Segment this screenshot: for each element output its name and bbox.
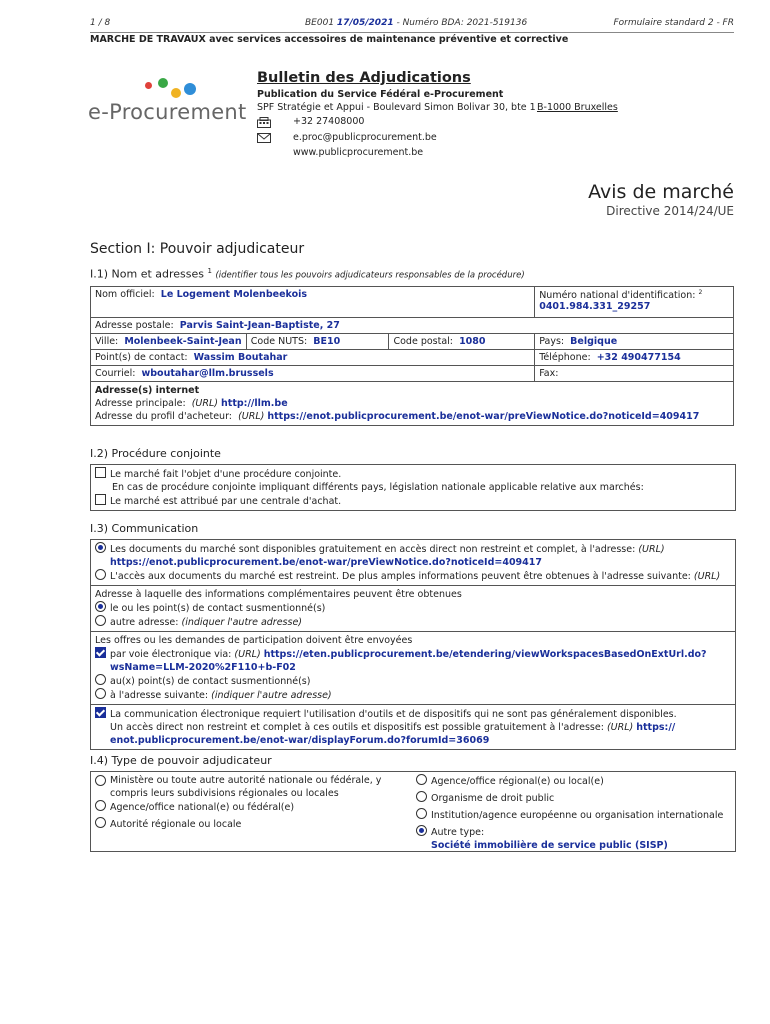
joint-procedure-box [90,464,736,511]
url-tag: (URL) [638,544,665,555]
postcode-value: 1080 [459,336,486,347]
publisher-address [257,102,618,113]
central-purchasing-row [95,494,731,508]
type-ministry-row [95,774,385,800]
logo-dot-green [158,78,168,88]
publisher-web[interactable]: www.publicprocurement.be [293,147,424,158]
type-public-law-row [416,791,726,805]
offers-electronic-checkbox[interactable] [95,647,106,658]
bulletin-title: Bulletin des Adjudications [257,70,471,86]
subsection-i2-heading: I.2) Procédure conjointe [90,447,221,460]
type-regional-agency-label: Agence/office régional(e) ou local(e) [431,776,604,787]
type-other-value: Société immobilière de service public (SISP) [431,840,668,851]
phone-fax-icon [257,117,271,127]
logo-dots [88,78,247,100]
national-id-value: 0401.984.331_29257 [539,301,651,313]
info-contact-label: le ou les point(s) de contact susmentionné(s) [110,603,326,614]
official-name-label: Nom officiel: [95,289,155,300]
type-other-radio[interactable] [416,825,427,836]
publisher-email [257,132,437,143]
publication-date: 17/05/2021 [336,18,394,28]
url-tag: (URL) [191,398,218,409]
logo-dot-yellow [171,88,181,98]
central-purchasing-label: Le marché est attribué par une centrale d'achat. [110,496,342,507]
national-id-cell [535,287,734,318]
offers-electronic-row [95,647,731,661]
url-tag: (URL) [606,722,634,733]
address-city: B-1000 Bruxelles [537,102,618,113]
internet-label: Adresse(s) internet [95,385,200,396]
info-other-note: (indiquer l'autre adresse) [181,617,302,628]
phone-value: +32 490477154 [596,352,681,363]
i1-note: (identifier tous les pouvoirs adjudicateurs responsables de la procédure) [215,270,525,281]
docs-url-row [95,556,731,569]
buyer-profile-link[interactable]: https://enot.publicprocurement.be/enot-war/preViewNotice.do?noticeId=409417 [267,411,700,422]
info-other-label: autre adresse: [110,617,179,628]
tools-access-label: Un accès direct non restreint et complet à ces outils et dispositifs est possible gratuitement à l'adresse: [110,722,604,733]
main-address-row [95,397,729,410]
authority-type-right [416,774,726,852]
publisher-subtitle: Publication du Service Fédéral e-Procurement [257,89,504,100]
eprocurement-logo [88,78,247,124]
tools-url-cont [95,734,731,747]
market-title: MARCHE DE TRAVAUX avec services accessoires de maintenance préventive et corrective [90,32,734,45]
email-label: Courriel: [95,368,136,379]
envelope-icon [257,133,271,143]
publisher-phone [257,116,364,127]
bda-number: - Numéro BDA: 2021-519136 [396,18,528,28]
type-regional-agency-row [416,774,726,788]
type-other-label: Autre type: [431,827,485,838]
official-name-value: Le Logement Molenbeekois [160,289,308,300]
subsection-i4-heading: I.4) Type de pouvoir adjudicateur [90,754,272,767]
i1-title: I.1) Nom et adresses [90,267,205,281]
page-header [90,18,734,30]
type-ministry-label: Ministère ou toute autre autorité nationale ou fédérale, y compris leurs subdivisions régionales ou locales [110,775,382,799]
contact-label: Point(s) de contact: [95,352,188,363]
docs-restricted-row [95,569,731,583]
docs-restricted-label: L'accès aux documents du marché est restreint. De plus amples informations peuvent être obtenues à l'adresse suivante: [110,571,691,582]
type-regional-agency-radio[interactable] [416,774,427,785]
docs-free-row [95,542,731,556]
type-national-agency-row [95,800,385,814]
type-european-label: Institution/agence européenne ou organisation internationale [431,810,724,821]
fax-label: Fax: [539,368,559,379]
info-opt1-row [95,601,731,615]
postal-address-value: Parvis Saint-Jean-Baptiste, 27 [179,320,340,331]
divider [91,631,735,632]
type-european-radio[interactable] [416,808,427,819]
type-national-agency-label: Agence/office national(e) ou fédéral(e) [110,802,295,813]
nuts-cell [246,334,389,350]
logo-word: e-Procurement [88,100,247,124]
country-value: Belgique [570,336,618,347]
url-tag: (URL) [234,649,261,660]
divider [91,704,735,705]
offers-contact-label: au(x) point(s) de contact susmentionné(s) [110,676,311,687]
docs-free-radio[interactable] [95,542,106,553]
contact-value: Wassim Boutahar [193,352,288,363]
contracting-authority-table [90,286,734,426]
city-label: Ville: [95,336,119,347]
fax-cell [535,366,734,382]
page-number: 1 / 8 [90,18,111,28]
type-public-law-radio[interactable] [416,791,427,802]
internet-cell [91,382,734,426]
authority-type-left [95,774,385,831]
type-public-law-label: Organisme de droit public [431,793,555,804]
info-address-label: Adresse à laquelle des informations complémentaires peuvent être obtenues [95,589,462,600]
offers-url-cont [95,661,731,674]
docs-url-link[interactable]: https://enot.publicprocurement.be/enot-war/preViewNotice.do?noticeId=409417 [110,557,542,568]
tools-checkbox[interactable] [95,707,106,718]
notice-directive: Directive 2014/24/UE [606,204,734,218]
info-contact-radio[interactable] [95,601,106,612]
url-tag: (URL) [693,571,721,582]
joint-procedure-law: En cas de procédure conjointe impliquant différents pays, législation nationale applicable relative aux marchés: [112,482,644,493]
main-address-label: Adresse principale: [95,398,186,409]
buyer-profile-label: Adresse du profil d'acheteur: [95,411,233,422]
docs-restricted-radio[interactable] [95,569,106,580]
city-cell [91,334,247,350]
offers-address-note: (indiquer l'autre adresse) [211,690,332,701]
offers-url-link[interactable]: https://eten.publicprocurement.be/etendering/viewWorkspacesBasedOnExtUrl.do? [263,649,707,660]
offers-address-row [95,688,731,702]
docs-free-label: Les documents du marché sont disponibles gratuitement en accès direct non restreint et complet, à l'adresse: [110,544,636,555]
offers-contact-row [95,674,731,688]
offers-address-label: à l'adresse suivante: [110,690,209,701]
communication-box [90,539,736,750]
footnote-2: 2 [698,289,703,296]
country-label: Pays: [539,336,565,347]
subsection-i1-heading [90,267,525,281]
address-street: SPF Stratégie et Appui - Boulevard Simon Bolivar 30, bte 1 [257,102,536,113]
type-other-value-row [416,839,726,852]
form-type: Formulaire standard 2 - FR [613,18,734,28]
postal-address-label: Adresse postale: [95,320,174,331]
postcode-label: Code postal: [393,336,454,347]
postcode-cell [389,334,535,350]
postal-address-cell [91,318,734,334]
type-national-agency-radio[interactable] [95,800,106,811]
central-purchasing-checkbox[interactable] [95,494,106,505]
city-value: Molenbeek-Saint-Jean [124,336,242,347]
email-cell [91,366,535,382]
buyer-profile-row [95,410,729,423]
notice-reference [305,18,527,28]
type-other-row [416,825,726,839]
tools-url-link-cont[interactable]: enot.publicprocurement.be/enot-war/displayForum.do?forumId=36069 [110,735,490,746]
url-tag: (URL) [238,411,265,422]
info-opt2-row [95,615,731,629]
national-id-label: Numéro national d'identification: [539,290,696,302]
tools-label: La communication électronique requiert l'utilisation d'outils et de dispositifs qui ne sont pas généralement disponibles. [110,709,677,720]
joint-procedure-label: Le marché fait l'objet d'une procédure conjointe. [110,469,342,480]
phone-cell [535,350,734,366]
nuts-label: Code NUTS: [250,336,308,347]
type-european-row [416,808,726,822]
official-name-cell [91,287,535,318]
type-ministry-radio[interactable] [95,775,106,786]
contact-cell [91,350,535,366]
offers-address-radio[interactable] [95,688,106,699]
type-regional-authority-label: Autorité régionale ou locale [110,819,242,830]
phone-label: Téléphone: [539,352,591,363]
tools-row [95,707,731,721]
info-other-radio[interactable] [95,615,106,626]
notice-title: Avis de marché [588,181,734,203]
subsection-i3-heading: I.3) Communication [90,522,199,535]
nuts-value: BE10 [313,336,341,347]
logo-dot-blue [184,83,196,95]
divider [91,585,735,586]
joint-procedure-row [95,467,731,481]
type-regional-authority-row [95,817,385,831]
footnote-1: 1 [207,267,212,275]
ref-prefix: BE001 [305,18,335,28]
phone-number: +32 27408000 [293,116,365,127]
tools-access-row [95,721,731,734]
main-address-link[interactable]: http://llm.be [221,398,288,409]
type-regional-authority-radio[interactable] [95,817,106,828]
tools-url-link[interactable]: https:// [636,722,676,733]
email-value[interactable]: wboutahar@llm.brussels [141,368,274,379]
offers-contact-radio[interactable] [95,674,106,685]
email-address[interactable]: e.proc@publicprocurement.be [293,132,437,143]
authority-type-box [90,771,736,852]
section-title: Section I: Pouvoir adjudicateur [90,241,305,257]
offers-label: Les offres ou les demandes de participation doivent être envoyées [95,635,413,646]
country-cell [535,334,734,350]
logo-dot-red [145,82,152,89]
offers-electronic-label: par voie électronique via: [110,649,232,660]
joint-procedure-checkbox[interactable] [95,467,106,478]
offers-url-link-cont[interactable]: wsName=LLM-2020%2F110+b-F02 [110,662,296,673]
